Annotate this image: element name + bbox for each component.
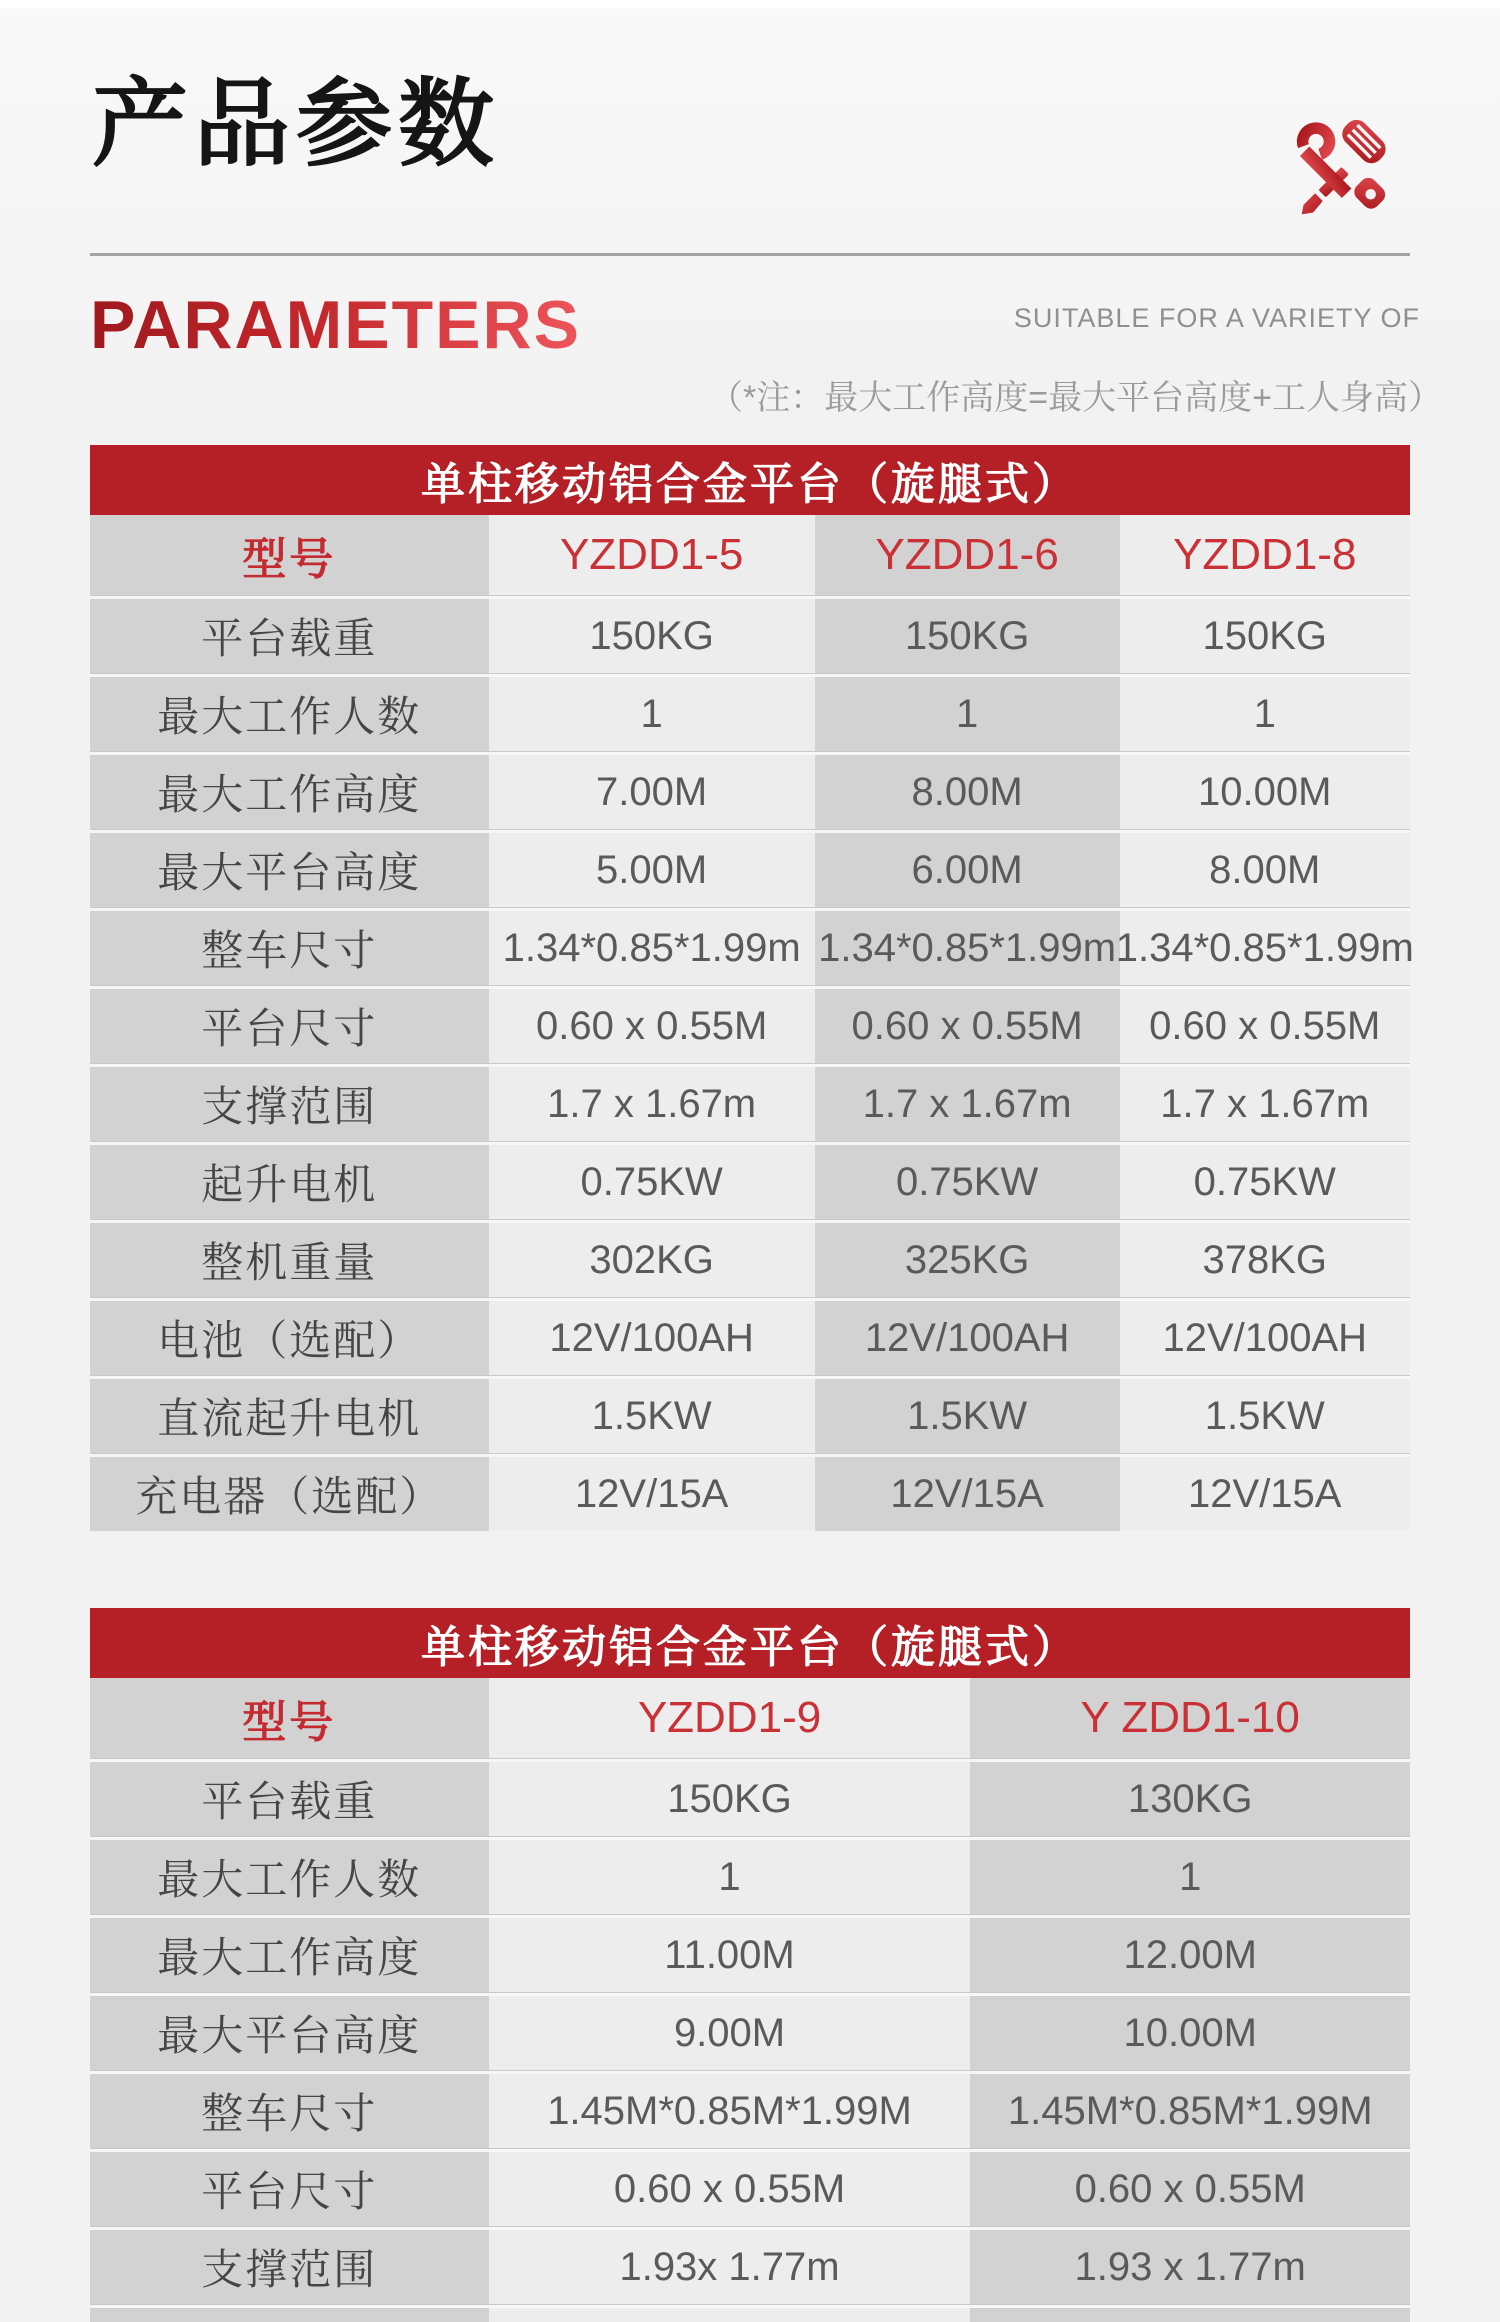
page-title-en: PARAMETERS xyxy=(90,287,581,363)
model-name-cell-text: YZDD1-9 xyxy=(637,1693,822,1742)
spec-label-cell xyxy=(90,989,489,1063)
spec-row xyxy=(90,833,1410,907)
spec-row xyxy=(90,2074,1410,2148)
spec-value-cell xyxy=(489,1996,971,2070)
spec-label-cell-text: 平台载重 xyxy=(201,615,378,662)
model-name-cell xyxy=(489,515,815,595)
spec-value-cell xyxy=(489,755,815,829)
spec-label-cell xyxy=(90,1301,489,1375)
model-name-cell-text: YZDD1-8 xyxy=(1173,530,1357,579)
page-title: 产品参数 xyxy=(92,71,500,178)
header-section xyxy=(0,8,1500,445)
spec-label-cell xyxy=(90,2074,489,2148)
spec-value-cell-text: 1.34*0.85*1.99m xyxy=(1115,925,1414,970)
spec-label-cell-text: 整机重量 xyxy=(201,1239,378,1286)
spec-value-cell-text: 150KG xyxy=(589,613,714,658)
spec-label-cell-text: 整车尺寸 xyxy=(201,927,378,974)
spec-row xyxy=(90,599,1410,673)
spec-value-cell xyxy=(815,911,1120,985)
spec-label-cell xyxy=(90,1918,489,1992)
spec-value-cell-text: 5.00M xyxy=(596,847,708,892)
spec-row xyxy=(90,1223,1410,1297)
spec-value-cell xyxy=(970,1840,1410,1914)
spec-value-cell-text: 0.60 x 0.55M xyxy=(1149,1003,1381,1048)
model-header-row xyxy=(90,1678,1410,1758)
spec-value-cell-text: 325KG xyxy=(904,1237,1030,1282)
spec-row xyxy=(90,677,1410,751)
spec-label-cell-text: 最大工作人数 xyxy=(157,693,422,740)
spec-value-cell xyxy=(815,755,1120,829)
spec-label-cell-text: 平台载重 xyxy=(201,1778,378,1825)
spec-table-2 xyxy=(90,1608,1410,2322)
spec-value-cell-text: 12V/100AH xyxy=(1162,1315,1368,1360)
spec-label-cell-text: 最大工作高度 xyxy=(157,771,422,818)
clipped-cell xyxy=(970,2308,1410,2322)
spec-value-cell-text: 1.5KW xyxy=(1204,1393,1325,1438)
spec-label-cell xyxy=(90,1145,489,1219)
spec-value-cell-text: 302KG xyxy=(589,1237,714,1282)
spec-value-cell xyxy=(1120,755,1410,829)
spec-row xyxy=(90,1457,1410,1531)
spec-label-cell xyxy=(90,833,489,907)
spec-value-cell xyxy=(815,833,1120,907)
spec-value-cell-text: 6.00M xyxy=(911,847,1023,892)
spec-value-cell-text: 130KG xyxy=(1127,1776,1253,1821)
spec-value-cell-text: 1.34*0.85*1.99m xyxy=(818,925,1117,970)
spec-label-cell xyxy=(90,1379,489,1453)
spec-value-cell-text: 0.60 x 0.55M xyxy=(613,2166,846,2211)
spec-label-cell-text: 充电器（选配） xyxy=(135,1473,444,1520)
spec-row xyxy=(90,989,1410,1063)
spec-value-cell xyxy=(489,1457,815,1531)
spec-value-cell-text: 1.5KW xyxy=(591,1393,712,1438)
spec-value-cell-text: 10.00M xyxy=(1123,2010,1257,2055)
spec-label-cell xyxy=(90,1762,489,1836)
spec-value-cell xyxy=(489,2230,971,2304)
spec-row xyxy=(90,911,1414,985)
spec-row xyxy=(90,2230,1410,2304)
spec-label-cell-text: 起升电机 xyxy=(201,1161,378,1208)
spec-value-cell xyxy=(489,2074,971,2148)
spec-value-cell-text: 1 xyxy=(955,691,979,736)
clipped-cell xyxy=(90,2308,489,2322)
spec-label-cell xyxy=(90,2152,489,2226)
spec-value-cell-text: 8.00M xyxy=(911,769,1023,814)
spec-label-cell-text: 电池（选配） xyxy=(157,1317,422,1364)
spec-label-cell xyxy=(90,1996,489,2070)
spec-value-cell-text: 0.60 x 0.55M xyxy=(851,1003,1083,1048)
model-name-cell-text: YZDD1-5 xyxy=(559,530,744,579)
spec-row xyxy=(90,1379,1410,1453)
spec-value-cell xyxy=(489,911,815,985)
spec-value-cell-text: 150KG xyxy=(667,1776,792,1821)
spec-value-cell xyxy=(815,677,1120,751)
spec-value-cell-text: 0.75KW xyxy=(580,1159,723,1204)
spec-label-cell xyxy=(90,1457,489,1531)
spec-label-cell xyxy=(90,1840,489,1914)
spec-row xyxy=(90,1996,1410,2070)
spec-row xyxy=(90,2152,1410,2226)
model-name-cell xyxy=(1120,515,1410,595)
spec-value-cell xyxy=(815,1223,1120,1297)
spec-value-cell-text: 1 xyxy=(718,1854,741,1899)
spec-label-cell xyxy=(90,677,489,751)
spec-label-cell-text: 最大平台高度 xyxy=(157,849,422,896)
clipped-cell xyxy=(489,2308,971,2322)
spec-value-cell xyxy=(1120,599,1410,673)
spec-label-cell-text: 支撑范围 xyxy=(201,1083,378,1130)
spec-value-cell xyxy=(489,1301,815,1375)
spec-value-cell-text: 12V/100AH xyxy=(549,1315,754,1360)
spec-value-cell-text: 0.60 x 0.55M xyxy=(536,1003,768,1048)
spec-value-cell xyxy=(970,2230,1410,2304)
spec-value-cell xyxy=(815,1379,1120,1453)
spec-value-cell xyxy=(489,833,815,907)
spec-value-cell xyxy=(489,677,815,751)
spec-value-cell-text: 150KG xyxy=(1202,613,1328,658)
spec-label-cell xyxy=(90,1223,489,1297)
spec-value-cell xyxy=(1120,1301,1410,1375)
model-name-cell xyxy=(815,515,1120,595)
spec-row xyxy=(90,1301,1410,1375)
spec-value-cell-text: 1.7 x 1.67m xyxy=(547,1081,757,1126)
spec-value-cell-text: 12V/100AH xyxy=(864,1315,1070,1360)
spec-value-cell-text: 9.00M xyxy=(673,2010,786,2055)
spec-value-cell xyxy=(489,1379,815,1453)
model-name-cell xyxy=(489,1678,971,1758)
spec-value-cell xyxy=(815,1457,1120,1531)
spec-value-cell-text: 1.45M*0.85M*1.99M xyxy=(547,2088,912,2133)
spec-value-cell-text: 0.60 x 0.55M xyxy=(1074,2166,1306,2211)
spec-row xyxy=(90,1145,1410,1219)
spec-value-cell-text: 12.00M xyxy=(1123,1932,1257,1977)
spec-value-cell-text: 12V/15A xyxy=(1188,1471,1342,1516)
spec-label-cell xyxy=(90,1067,489,1141)
spec-label-cell-text: 整车尺寸 xyxy=(201,2090,378,2137)
note-text: （*注：最大工作高度=最大平台高度+工人身高） xyxy=(709,379,1442,417)
spec-value-cell xyxy=(1120,1067,1410,1141)
spec-label-cell-text: 最大平台高度 xyxy=(157,2012,422,2059)
spec-value-cell xyxy=(970,1918,1410,1992)
spec-value-cell-text: 1 xyxy=(1179,1854,1202,1899)
spec-value-cell xyxy=(1120,677,1410,751)
spec-value-cell-text: 1.7 x 1.67m xyxy=(862,1081,1072,1126)
spec-value-cell xyxy=(1120,833,1410,907)
spec-value-cell-text: 0.75KW xyxy=(895,1159,1039,1204)
spec-row xyxy=(90,1918,1410,1992)
spec-label-cell-text: 最大工作高度 xyxy=(157,1934,422,1981)
spec-value-cell xyxy=(1120,1379,1410,1453)
spec-row xyxy=(90,1840,1410,1914)
spec-label-cell-text: 直流起升电机 xyxy=(157,1395,422,1442)
model-name-cell xyxy=(970,1678,1410,1758)
spec-table-1 xyxy=(90,445,1414,1531)
model-name-cell-text: Y ZDD1-10 xyxy=(1080,1693,1300,1742)
spec-value-cell xyxy=(489,1762,971,1836)
spec-value-cell xyxy=(489,1918,971,1992)
spec-value-cell xyxy=(489,599,815,673)
table-title-bar: 单柱移动铝合金平台（旋腿式） xyxy=(90,445,1410,515)
spec-value-cell xyxy=(970,2074,1410,2148)
spec-value-cell xyxy=(1115,911,1414,985)
spec-value-cell-text: 12V/15A xyxy=(574,1471,729,1516)
spec-value-cell xyxy=(815,1067,1120,1141)
spec-row xyxy=(90,1762,1410,1836)
spec-value-cell-text: 7.00M xyxy=(596,769,708,814)
spec-value-cell-text: 1.5KW xyxy=(907,1393,1028,1438)
spec-value-cell xyxy=(489,1145,815,1219)
table-title-bar: 单柱移动铝合金平台（旋腿式） xyxy=(90,1608,1410,1678)
spec-value-cell-text: 10.00M xyxy=(1198,769,1332,814)
spec-label-cell-text: 支撑范围 xyxy=(201,2246,378,2293)
spec-label-cell xyxy=(90,755,489,829)
wrench-screwdriver-icon xyxy=(1280,108,1400,223)
spec-value-cell-text: 1 xyxy=(640,691,663,736)
model-name-cell-text: YZDD1-6 xyxy=(875,530,1059,579)
spec-value-cell xyxy=(1120,989,1410,1063)
model-label-cell xyxy=(90,515,489,595)
subtitle-right: SUITABLE FOR A VARIETY OF xyxy=(1013,303,1420,333)
spec-value-cell-text: 8.00M xyxy=(1209,847,1321,892)
spec-value-cell-text: 1.34*0.85*1.99m xyxy=(502,925,801,970)
spec-value-cell-text: 12V/15A xyxy=(890,1471,1044,1516)
spec-value-cell xyxy=(815,1301,1120,1375)
spec-value-cell xyxy=(1120,1145,1410,1219)
spec-value-cell xyxy=(970,1762,1410,1836)
spec-value-cell-text: 1.7 x 1.67m xyxy=(1160,1081,1370,1126)
spec-value-cell xyxy=(815,989,1120,1063)
spec-row xyxy=(90,755,1410,829)
spec-value-cell xyxy=(970,1996,1410,2070)
spec-label-cell-text: 平台尺寸 xyxy=(201,2168,378,2215)
spec-value-cell-text: 1.93x 1.77m xyxy=(619,2244,840,2289)
spec-value-cell-text: 1.93 x 1.77m xyxy=(1074,2244,1306,2289)
model-label-cell-text: 型号 xyxy=(242,1698,337,1747)
spec-label-cell-text: 平台尺寸 xyxy=(201,1005,378,1052)
spec-value-cell-text: 1.45M*0.85M*1.99M xyxy=(1007,2088,1373,2133)
model-label-cell xyxy=(90,1678,489,1758)
model-label-cell-text: 型号 xyxy=(242,535,337,584)
top-strip xyxy=(0,0,1500,8)
spec-value-cell xyxy=(1120,1457,1410,1531)
spec-label-cell xyxy=(90,911,489,985)
spec-label-cell-text: 最大工作人数 xyxy=(157,1856,422,1903)
spec-row xyxy=(90,1067,1410,1141)
spec-value-cell-text: 0.75KW xyxy=(1193,1159,1336,1204)
clipped-row xyxy=(90,2308,1410,2322)
spec-value-cell xyxy=(970,2152,1410,2226)
spec-value-cell-text: 11.00M xyxy=(664,1932,795,1977)
spec-value-cell xyxy=(489,1223,815,1297)
spec-value-cell xyxy=(489,989,815,1063)
spec-value-cell xyxy=(489,1840,971,1914)
spec-label-cell xyxy=(90,599,489,673)
spec-value-cell xyxy=(815,599,1120,673)
spec-value-cell-text: 1 xyxy=(1253,691,1276,736)
spec-label-cell xyxy=(90,2230,489,2304)
spec-value-cell-text: 378KG xyxy=(1202,1237,1328,1282)
divider-line xyxy=(90,253,1410,256)
spec-value-cell xyxy=(489,2152,971,2226)
model-header-row xyxy=(90,515,1410,595)
spec-value-cell xyxy=(815,1145,1120,1219)
spec-value-cell-text: 150KG xyxy=(904,613,1030,658)
spec-value-cell xyxy=(1120,1223,1410,1297)
spec-value-cell xyxy=(489,1067,815,1141)
